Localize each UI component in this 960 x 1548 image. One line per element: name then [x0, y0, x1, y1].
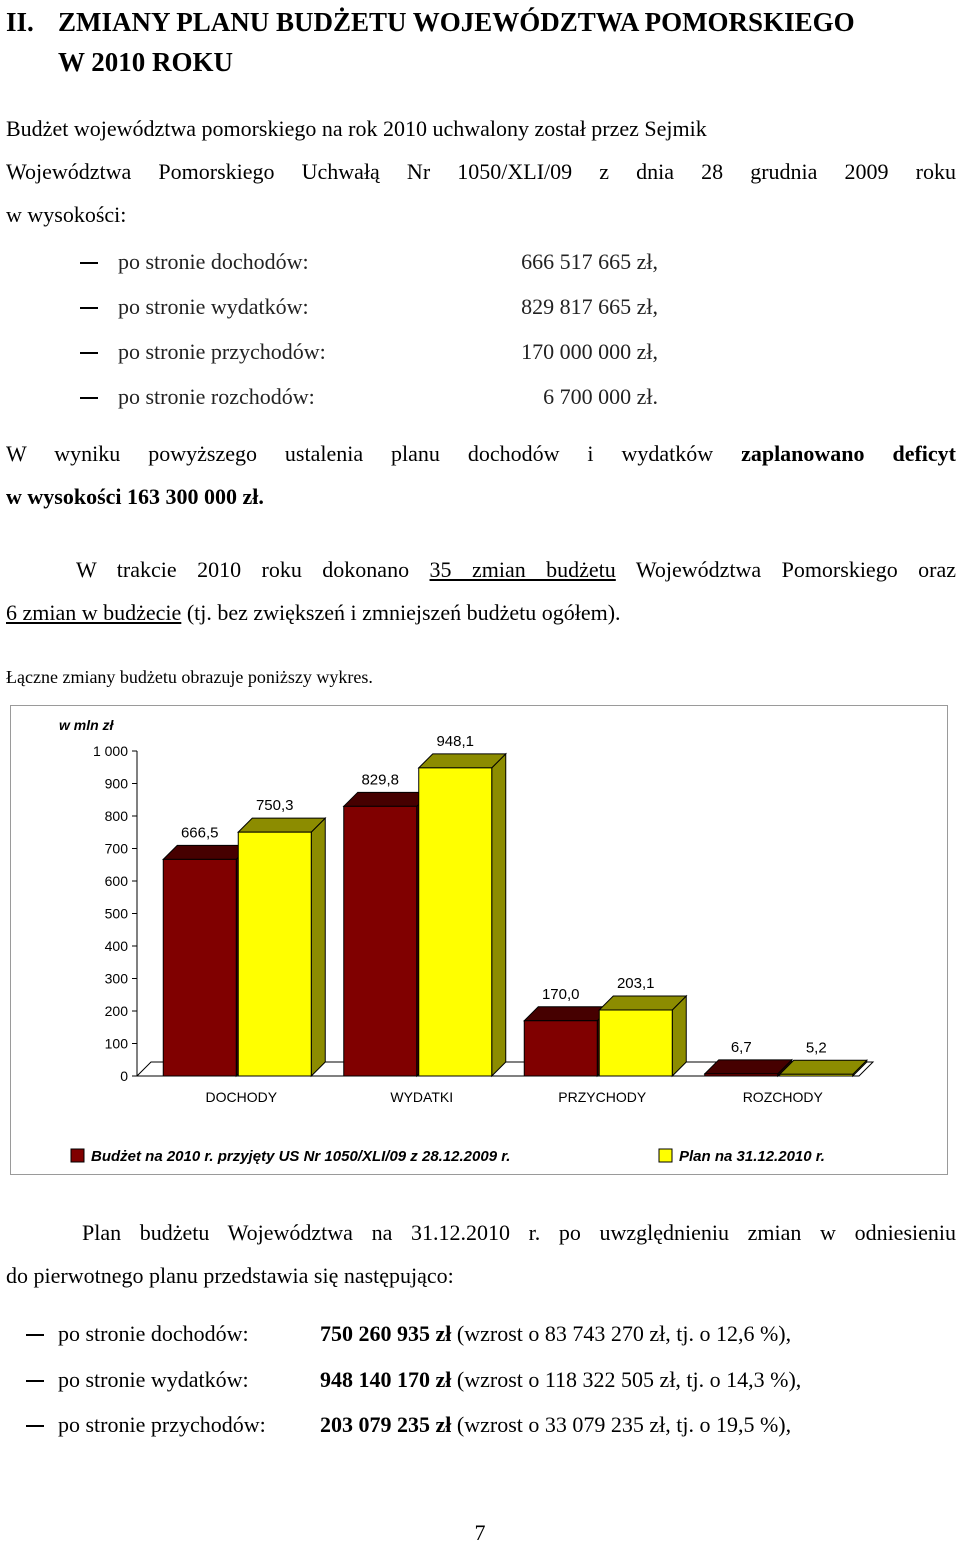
- data-label: 666,5: [180, 824, 219, 842]
- data-label: 203,1: [616, 974, 655, 992]
- bar-top: [344, 792, 431, 806]
- y-tick-label: 500: [104, 905, 128, 922]
- changes-paragraph: [6, 548, 956, 634]
- y-tick-label: 300: [104, 970, 128, 987]
- plan-item-expenses: [0, 1360, 960, 1400]
- changes-line-1: [6, 548, 956, 591]
- bar: [344, 806, 417, 1076]
- dash-bullet: [26, 1334, 44, 1336]
- category-label: PRZYCHODY: [558, 1089, 647, 1105]
- data-label: 6,7: [730, 1038, 752, 1056]
- y-axis-label: w mln zł: [59, 717, 114, 733]
- data-label: 750,3: [255, 797, 294, 815]
- data-label: 170,0: [541, 985, 580, 1003]
- intro-line-1: Budżet województwa pomorskiego na rok 2010 uchwalony został przez Sejmik: [6, 116, 707, 141]
- dash-bullet: [80, 262, 98, 264]
- initial-item-income: [0, 242, 960, 282]
- chart-legend: [71, 1148, 825, 1165]
- changes-line-2: [6, 591, 956, 634]
- y-tick-label: 600: [104, 873, 128, 889]
- plan-line-1: Plan budżetu Województwa na 31.12.2010 r. po uwzględnieniu zmian w odniesieniu: [82, 1220, 956, 1245]
- changes-text-1: W trakcie 2010 roku dokonano: [76, 557, 430, 582]
- section-number: II.: [6, 7, 34, 37]
- legend-swatch: [71, 1149, 84, 1162]
- bar: [524, 1021, 597, 1076]
- bar-top: [419, 754, 506, 768]
- y-tick-label: 100: [104, 1035, 128, 1052]
- budget-chart-svg: [11, 706, 947, 1174]
- heading-line-1: ZMIANY PLANU BUDŻETU WOJEWÓDZTWA POMORSKIEGO: [58, 7, 855, 37]
- legend-label: Plan na 31.12.2010 r.: [679, 1148, 825, 1165]
- item-label: po stronie przychodów:: [58, 1412, 266, 1437]
- dash-bullet: [26, 1425, 44, 1427]
- item-label: po stronie rozchodów:: [118, 384, 315, 409]
- y-tick-label: 0: [120, 1068, 128, 1084]
- y-tick-label: 1 000: [92, 743, 128, 759]
- chart-caption: Łączne zmiany budżetu obrazuje poniższy wykres.: [6, 667, 373, 687]
- bar: [780, 1074, 853, 1076]
- changes-underlined-1: 35 zmian budżetu: [429, 557, 616, 582]
- initial-item-expenses: [0, 287, 960, 327]
- bar: [238, 832, 311, 1076]
- y-tick-label: 900: [104, 775, 128, 792]
- deficit-bold-2: w wysokości 163 300 000 zł.: [6, 484, 264, 509]
- legend-swatch: [659, 1149, 672, 1162]
- bar-top: [163, 845, 250, 859]
- bar-top: [524, 1007, 611, 1021]
- initial-item-revenue: [0, 332, 960, 372]
- page-number: 7: [474, 1520, 486, 1545]
- item-note: (wzrost o 83 743 270 zł, tj. o 12,6 %),: [451, 1321, 792, 1346]
- bar: [599, 1010, 672, 1076]
- y-tick-label: 700: [104, 840, 128, 857]
- data-label: 5,2: [805, 1039, 827, 1057]
- heading-line-2: W 2010 ROKU: [58, 47, 234, 77]
- initial-item-outflows: [0, 377, 960, 417]
- legend-label: Budżet na 2010 r. przyjęty US Nr 1050/XLI/09 z 28.12.2009 r.: [91, 1148, 511, 1165]
- category-label: DOCHODY: [205, 1089, 278, 1105]
- item-label: po stronie przychodów:: [118, 339, 326, 364]
- item-label: po stronie wydatków:: [58, 1367, 249, 1392]
- intro-line-3: w wysokości:: [6, 202, 127, 227]
- y-tick-label: 200: [104, 1003, 128, 1019]
- data-label: 829,8: [361, 771, 400, 789]
- data-label: 948,1: [436, 732, 475, 750]
- category-label: WYDATKI: [390, 1089, 454, 1105]
- deficit-paragraph: [6, 432, 956, 518]
- y-tick-label: 400: [104, 938, 128, 954]
- item-amount: 948 140 170 zł: [320, 1367, 452, 1392]
- bar-top: [705, 1060, 792, 1074]
- item-amount: 750 260 935 zł: [320, 1321, 452, 1346]
- bar: [163, 859, 236, 1076]
- bar: [419, 768, 492, 1076]
- section-heading: [6, 2, 956, 82]
- bar-top: [238, 818, 325, 832]
- item-value: 6 700 000 zł.: [543, 384, 658, 409]
- plan-item-revenue: [0, 1405, 960, 1445]
- item-label: po stronie dochodów:: [58, 1321, 249, 1346]
- changes-underlined-2: 6 zmian w budżecie: [6, 600, 182, 625]
- dash-bullet: [80, 307, 98, 309]
- item-amount: 203 079 235 zł: [320, 1412, 452, 1437]
- dash-bullet: [80, 352, 98, 354]
- bar-top: [599, 996, 686, 1010]
- item-value: [320, 1360, 801, 1400]
- item-value: 666 517 665 zł,: [521, 249, 658, 274]
- deficit-text: W wyniku powyższego ustalenia planu dochodów i wydatków: [6, 441, 742, 466]
- plan-paragraph: [6, 1211, 956, 1297]
- deficit-bold-1: zaplanowano deficyt: [741, 441, 956, 466]
- intro-line-2: Województwa Pomorskiego Uchwałą Nr 1050/XLI/09 z dnia 28 grudnia 2009 roku: [6, 159, 956, 184]
- bar-side: [492, 754, 506, 1076]
- bar-top: [780, 1060, 867, 1074]
- item-value: 829 817 665 zł,: [521, 294, 658, 319]
- category-label: ROZCHODY: [742, 1089, 823, 1105]
- budget-chart: [10, 705, 948, 1175]
- dash-bullet: [26, 1380, 44, 1382]
- deficit-line-1: [6, 432, 956, 475]
- dash-bullet: [80, 397, 98, 399]
- item-label: po stronie dochodów:: [118, 249, 309, 274]
- bar: [705, 1074, 778, 1076]
- item-note: (wzrost o 118 322 505 zł, tj. o 14,3 %),: [451, 1367, 802, 1392]
- y-tick-label: 800: [104, 808, 128, 824]
- item-note: (wzrost o 33 079 235 zł, tj. o 19,5 %),: [451, 1412, 792, 1437]
- plan-item-income: [0, 1314, 960, 1354]
- intro-paragraph: [6, 107, 956, 236]
- item-value: 170 000 000 zł,: [521, 339, 658, 364]
- changes-text-3: (tj. bez zwiększeń i zmniejszeń budżetu ogółem).: [181, 600, 621, 625]
- changes-text-2: Województwa Pomorskiego oraz: [615, 557, 956, 582]
- item-value: [320, 1314, 791, 1354]
- item-value: [320, 1405, 791, 1445]
- plan-line-2: do pierwotnego planu przedstawia się następująco:: [6, 1263, 454, 1288]
- item-label: po stronie wydatków:: [118, 294, 309, 319]
- bar-side: [311, 818, 325, 1076]
